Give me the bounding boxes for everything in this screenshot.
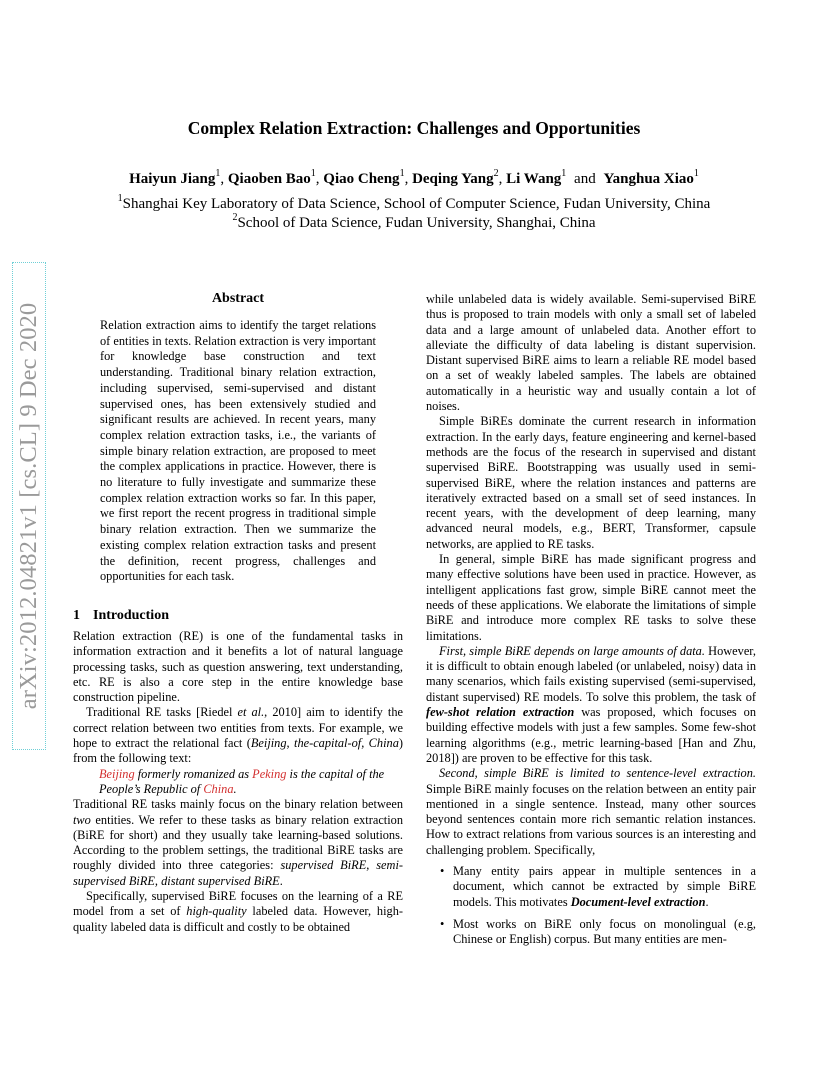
bullet-list [426, 864, 756, 947]
example-quote: Beijing formerly romanized as Peking is the capital of the People’s Republic of China. [99, 766, 385, 796]
author-name: Haiyun Jiang [129, 171, 216, 187]
list-item: • Many entity pairs appear in multiple sentences in a document, which cannot be extracted by simple BiRE models. This motivates Document-level extraction. [440, 863, 756, 909]
affiliation-1: $^1$Shanghai Key Laboratory of Data Science, School of Computer Science, Fudan University, China [117, 193, 711, 212]
paper-title: Complex Relation Extraction: Challenges and Opportunities [187, 118, 641, 138]
section-number: 1 [73, 608, 80, 623]
author-name: Qiao Cheng [323, 171, 400, 187]
right-column [426, 292, 756, 954]
paragraph: Simple BiREs dominate the current research in information extraction. In the early days, feature engineering and kernel-based methods are the focus of the research in supervised and distant supervised BiRE. Bootstrapping was usually used in semi-supervised BiRE, where the relation instances and patterns are iteratively extracted based on a small set of seed instances. In recent years, with the development of deep learning, many advanced neural models, e.g., BERT, Transformer, capsule networks, are applied to RE tasks. [426, 414, 756, 551]
arxiv-id: arXiv:2012.04821v1 [cs.CL] 9 Dec 2020 [15, 302, 42, 710]
author-name: Yanghua Xiao [603, 171, 694, 187]
author-list: Haiyun Jiang$^1$, Qiaoben Bao$^1$, Qiao Cheng$^1$, Deqing Yang$^2$, Li Wang$^1$ and Yanghua Xiao$^1$ [129, 168, 699, 187]
bullet-icon: • [440, 863, 445, 878]
section-heading [73, 608, 169, 624]
abstract-heading: Abstract [211, 291, 265, 306]
author-name: Qiaoben Bao [227, 171, 311, 187]
entity-china: China [203, 781, 234, 796]
paragraph: In general, simple BiRE has made significant progress and many effective solutions have been used in practice. However, as intelligent applications fast grow, simple BiRE cannot meet the needs of these applications. We elaborate the limitations of simple BiRE and introduce more complex RE tasks to solve these limitations. [426, 552, 756, 643]
author-name: Deqing Yang [412, 171, 494, 187]
paragraph: Traditional RE tasks mainly focus on the binary relation between two entities. We refer to these tasks as binary relation extraction (BiRE for short) and they usually take learning-based solutions. According to the problem settings, the traditional BiRE tasks are roughly divided into three categories: supervised BiRE, semi-supervised BiRE, distant supervised BiRE. [73, 797, 403, 888]
abstract-text: Relation extraction aims to identify the target relations of entities in texts. Relation extraction is very important for knowledge base construction and text understanding. Traditional binary relation extraction, including supervised, semi-supervised and distant supervised ones, has been extensively studied and significant results are achieved. In recent years, many complex relation extraction tasks, i.e., the variants of simple binary relation extraction, are proposed to meet the complex applications in practice. However, there is no literature to fully investigate and summarize these complex relation extraction works so far. In this paper, we first report the recent progress in traditional simple binary relation extraction. Then we summarize the existing complex relation extraction tasks and present the definition, recent progress, challenges and opportunities for each task. [100, 318, 376, 584]
paragraph: Specifically, supervised BiRE focuses on the learning of a RE model from a set of high-quality labeled data. However, high-quality labeled data is difficult and costly to be obtained [73, 889, 403, 934]
list-item: • Most works on BiRE only focus on monolingual (e.g, Chinese or English) corpus. But many entities are men- [440, 916, 756, 947]
author-and: and [574, 171, 596, 187]
arxiv-stamp[interactable] [12, 262, 46, 750]
entity-beijing: Beijing [99, 766, 135, 781]
section-title: Introduction [93, 608, 169, 623]
author-name: Li Wang [506, 171, 562, 187]
bullet-icon: • [440, 916, 445, 931]
left-column [73, 629, 403, 935]
paragraph: while unlabeled data is widely available. Semi-supervised BiRE thus is proposed to train models with only a small set of labeled data and a large amount of unlabeled data. Another effort to alleviate the difficulty of data labeling is distant supervision. Distant supervised BiRE aims to learn a reliable RE model based on a set of weakly labeled samples. The labels are obtained automatically in a heuristic way and usually contain a lot of noises. [426, 292, 756, 414]
paragraph: First, simple BiRE depends on large amounts of data. However, it is difficult to obtain enough labeled (or unlabeled, noisy) data in many scenarios, which fails existing supervised (semi-supervised, distant supervised) RE models. To solve this problem, the task of few-shot relation extraction was proposed, which focuses on building effective models with just a few samples. Some few-shot learning algorithms (e.g., metric learning-based [Han and Zhu, 2018]) are proven to be effective for this task. [426, 643, 756, 765]
paragraph: Relation extraction (RE) is one of the fundamental tasks in information extraction and it benefits a lot of natural language processing tasks, such as question answering, text understanding, etc. RE is also a core step in the entire knowledge base construction pipeline. [73, 629, 403, 705]
entity-peking: Peking [252, 766, 287, 781]
paragraph: Second, simple BiRE is limited to sentence-level extraction. Simple BiRE mainly focuses on the relation between an entity pair mentioned in a single sentence. Instead, many other sources beyond sentences contain more rich semantic relation instances. How to extract relations from various sources is an interesting and challenging problem. Specifically, [426, 766, 756, 857]
affiliation-2: $^2$School of Data Science, Fudan University, Shanghai, China [232, 212, 596, 231]
paragraph: Traditional RE tasks [Riedel et al., 2010] aim to identify the correct relation between two entities from texts. For example, we hope to extract the relational fact (Beijing, the-capital-of, China) from the following text: [73, 705, 403, 766]
